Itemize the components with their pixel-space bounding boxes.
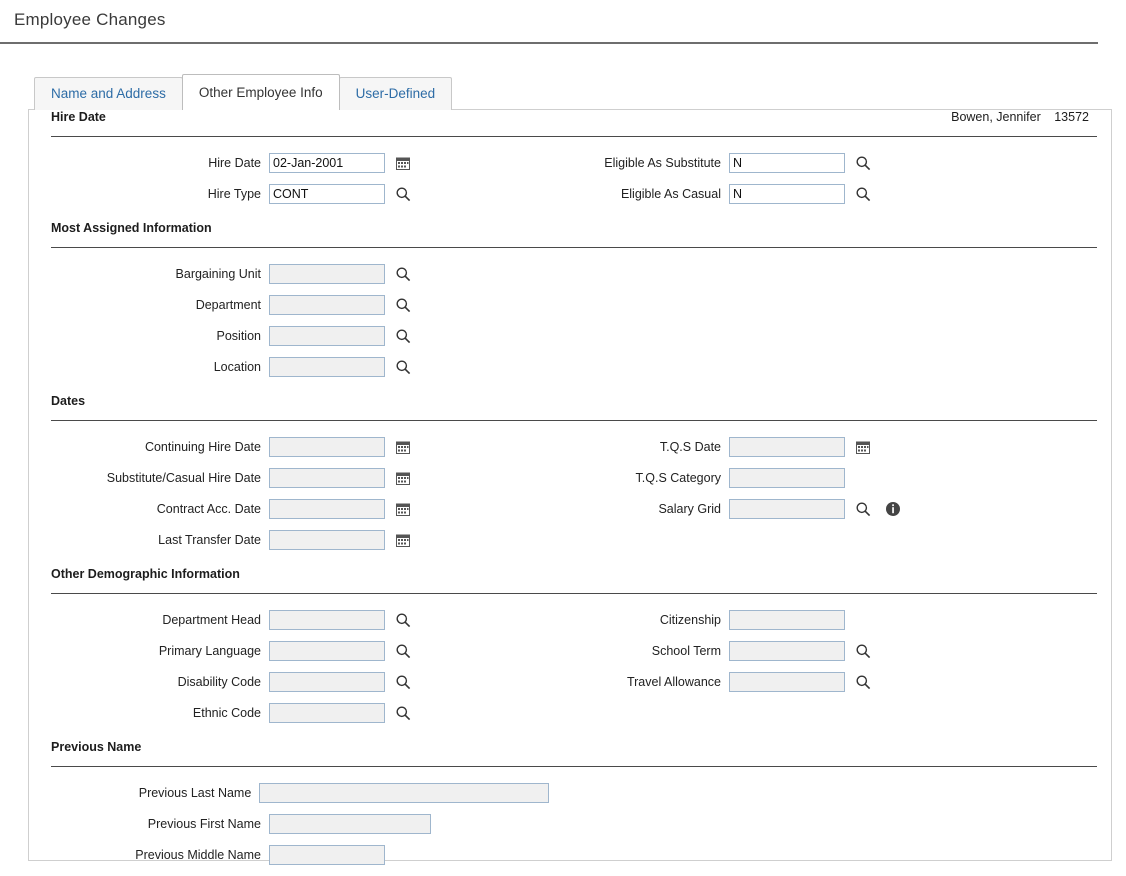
- header-divider: [0, 42, 1098, 44]
- spacer: [29, 382, 1111, 394]
- employee-id: 13572: [1054, 110, 1089, 124]
- disability-code-input[interactable]: [269, 672, 385, 692]
- employee-name: Bowen, Jennifer: [951, 110, 1041, 124]
- section-previous-name: [29, 740, 1111, 870]
- eligible-as-substitute-lookup-slot: [845, 155, 875, 171]
- contract-acc-date-input[interactable]: [269, 499, 385, 519]
- spacer: [29, 555, 1111, 567]
- field-row-department: [29, 289, 549, 320]
- eligible-as-casual-lookup-slot: [845, 186, 875, 202]
- previous-last-name-input[interactable]: [259, 783, 549, 803]
- tab-user-defined[interactable]: [339, 77, 453, 110]
- field-row-previous-middle-name: [29, 839, 549, 870]
- search-icon[interactable]: [395, 643, 411, 659]
- field-row-position: [29, 320, 549, 351]
- salary-grid-lookup-slot: [845, 501, 875, 517]
- search-icon[interactable]: [855, 643, 871, 659]
- page-title: Employee Changes: [14, 10, 166, 29]
- location-lookup-slot: [385, 359, 415, 375]
- section-title: Previous Name: [51, 740, 142, 754]
- position-label: Position: [216, 328, 261, 343]
- search-icon[interactable]: [855, 674, 871, 690]
- department-lookup-slot: [385, 297, 415, 313]
- school-term-input[interactable]: [729, 641, 845, 661]
- previous-name-right-column: [549, 777, 1111, 870]
- bargaining-unit-input[interactable]: [269, 264, 385, 284]
- eligible-as-substitute-label: Eligible As Substitute: [604, 155, 721, 170]
- hire-date-fields: [29, 137, 1111, 209]
- other-employee-info-panel: [28, 109, 1112, 861]
- field-row-location: [29, 351, 549, 382]
- field-row-last-transfer-date: [29, 524, 549, 555]
- hire-date-label: Hire Date: [208, 155, 261, 170]
- previous-first-name-input[interactable]: [269, 814, 431, 834]
- travel-allowance-lookup-slot: [845, 674, 875, 690]
- search-icon[interactable]: [855, 501, 871, 517]
- department-label: Department: [195, 297, 261, 312]
- continuing-hire-date-input[interactable]: [269, 437, 385, 457]
- continuing-hire-date-calendar-slot: [385, 439, 415, 455]
- contract-acc-date-label: Contract Acc. Date: [156, 501, 261, 516]
- contract-acc-date-calendar-slot: [385, 501, 415, 517]
- section-hire-date: [29, 110, 1111, 209]
- most-assigned-fields: [29, 248, 1111, 382]
- eligible-as-casual-label: Eligible As Casual: [620, 186, 721, 201]
- hire-type-input[interactable]: [269, 184, 385, 204]
- ethnic-code-label: Ethnic Code: [192, 705, 261, 720]
- field-row-eligible-casual: [549, 178, 1111, 209]
- substitute-casual-hire-date-label: Substitute/Casual Hire Date: [106, 470, 261, 485]
- section-header: [29, 567, 1111, 593]
- tqs-date-calendar-slot: [845, 439, 875, 455]
- other-demographic-right-column: [549, 604, 1111, 728]
- eligible-as-casual-input[interactable]: [729, 184, 845, 204]
- calendar-icon[interactable]: [395, 470, 411, 486]
- search-icon[interactable]: [395, 612, 411, 628]
- continuing-hire-date-label: Continuing Hire Date: [144, 439, 261, 454]
- travel-allowance-label: Travel Allowance: [626, 674, 721, 689]
- disability-code-label: Disability Code: [177, 674, 261, 689]
- other-demographic-fields: [29, 594, 1111, 728]
- field-row-bargaining-unit: [29, 258, 549, 289]
- primary-language-lookup-slot: [385, 643, 415, 659]
- salary-grid-input[interactable]: [729, 499, 845, 519]
- search-icon[interactable]: [395, 297, 411, 313]
- tqs-date-label: T.Q.S Date: [659, 439, 721, 454]
- field-row-continuing-hire-date: [29, 431, 549, 462]
- tab-other-employee-info[interactable]: [182, 74, 340, 110]
- section-most-assigned-information: [29, 221, 1111, 382]
- previous-first-name-label: Previous First Name: [147, 816, 261, 831]
- last-transfer-date-label: Last Transfer Date: [158, 532, 261, 547]
- field-row-ethnic-code: [29, 697, 549, 728]
- position-lookup-slot: [385, 328, 415, 344]
- field-row-travel-allowance: [549, 666, 1111, 697]
- section-header: [29, 394, 1111, 420]
- bargaining-unit-label: Bargaining Unit: [175, 266, 261, 281]
- most-assigned-left-column: [29, 258, 549, 382]
- previous-name-fields: [29, 767, 1111, 870]
- primary-language-input[interactable]: [269, 641, 385, 661]
- tab-bar: [34, 74, 1126, 110]
- spacer: [29, 728, 1111, 740]
- info-icon[interactable]: [885, 501, 901, 517]
- position-input[interactable]: [269, 326, 385, 346]
- search-icon[interactable]: [395, 674, 411, 690]
- department-head-input[interactable]: [269, 610, 385, 630]
- hire-date-right-column: [549, 147, 1111, 209]
- citizenship-input[interactable]: [729, 610, 845, 630]
- field-row-substitute-casual-hire-date: [29, 462, 549, 493]
- salary-grid-info-slot: [875, 501, 905, 517]
- location-input[interactable]: [269, 357, 385, 377]
- field-row-hire-date: [29, 147, 549, 178]
- most-assigned-right-column: [549, 258, 1111, 382]
- ethnic-code-input[interactable]: [269, 703, 385, 723]
- section-header: [29, 221, 1111, 247]
- disability-code-lookup-slot: [385, 674, 415, 690]
- location-label: Location: [213, 359, 261, 374]
- employee-identity: [951, 110, 1097, 124]
- tqs-category-label: T.Q.S Category: [635, 470, 721, 485]
- section-header: [29, 740, 1111, 766]
- field-row-eligible-substitute: [549, 147, 1111, 178]
- section-other-demographic-information: [29, 567, 1111, 728]
- field-row-disability-code: [29, 666, 549, 697]
- calendar-icon[interactable]: [395, 501, 411, 517]
- search-icon[interactable]: [395, 186, 411, 202]
- last-transfer-date-input[interactable]: [269, 530, 385, 550]
- tqs-date-input[interactable]: [729, 437, 845, 457]
- field-row-citizenship: [549, 604, 1111, 635]
- department-input[interactable]: [269, 295, 385, 315]
- section-title: Dates: [51, 394, 86, 408]
- field-row-school-term: [549, 635, 1111, 666]
- calendar-icon[interactable]: [395, 439, 411, 455]
- tab-label: User-Defined: [355, 86, 436, 101]
- calendar-icon[interactable]: [855, 439, 871, 455]
- section-dates: [29, 394, 1111, 555]
- field-row-previous-last-name: [29, 777, 549, 808]
- hire-date-left-column: [29, 147, 549, 209]
- section-title: Hire Date: [51, 110, 106, 124]
- field-row-tqs-date: [549, 431, 1111, 462]
- dates-left-column: [29, 431, 549, 555]
- last-transfer-date-calendar-slot: [385, 532, 415, 548]
- search-icon[interactable]: [395, 359, 411, 375]
- spacer: [29, 209, 1111, 221]
- school-term-label: School Term: [651, 643, 721, 658]
- primary-language-label: Primary Language: [158, 643, 261, 658]
- section-title: Most Assigned Information: [51, 221, 212, 235]
- tab-label: Name and Address: [51, 86, 166, 101]
- department-head-lookup-slot: [385, 612, 415, 628]
- tab-label: Other Employee Info: [198, 85, 323, 100]
- field-row-department-head: [29, 604, 549, 635]
- hire-type-label: Hire Type: [207, 186, 261, 201]
- search-icon[interactable]: [855, 186, 871, 202]
- calendar-icon[interactable]: [395, 155, 411, 171]
- search-icon[interactable]: [395, 328, 411, 344]
- travel-allowance-input[interactable]: [729, 672, 845, 692]
- substitute-casual-hire-date-calendar-slot: [385, 470, 415, 486]
- search-icon[interactable]: [395, 705, 411, 721]
- search-icon[interactable]: [855, 155, 871, 171]
- ethnic-code-lookup-slot: [385, 705, 415, 721]
- hire-type-lookup-slot: [385, 186, 415, 202]
- dates-fields: [29, 421, 1111, 555]
- section-header: [29, 110, 1111, 136]
- salary-grid-label: Salary Grid: [658, 501, 721, 516]
- eligible-as-substitute-input[interactable]: [729, 153, 845, 173]
- field-row-previous-first-name: [29, 808, 549, 839]
- field-row-salary-grid: [549, 493, 1111, 524]
- hire-date-calendar-slot: [385, 155, 415, 171]
- school-term-lookup-slot: [845, 643, 875, 659]
- calendar-icon[interactable]: [395, 532, 411, 548]
- previous-name-left-column: [29, 777, 549, 870]
- tab-name-and-address[interactable]: [34, 77, 183, 110]
- other-demographic-left-column: [29, 604, 549, 728]
- hire-date-input[interactable]: [269, 153, 385, 173]
- field-row-hire-type: [29, 178, 549, 209]
- substitute-casual-hire-date-input[interactable]: [269, 468, 385, 488]
- field-row-contract-acc-date: [29, 493, 549, 524]
- citizenship-label: Citizenship: [659, 612, 721, 627]
- search-icon[interactable]: [395, 266, 411, 282]
- field-row-tqs-category: [549, 462, 1111, 493]
- bargaining-unit-lookup-slot: [385, 266, 415, 282]
- dates-right-column: [549, 431, 1111, 555]
- section-title: Other Demographic Information: [51, 567, 240, 581]
- tqs-category-input[interactable]: [729, 468, 845, 488]
- field-row-primary-language: [29, 635, 549, 666]
- previous-middle-name-label: Previous Middle Name: [135, 847, 261, 862]
- previous-last-name-label: Previous Last Name: [138, 785, 252, 800]
- department-head-label: Department Head: [162, 612, 261, 627]
- previous-middle-name-input[interactable]: [269, 845, 385, 865]
